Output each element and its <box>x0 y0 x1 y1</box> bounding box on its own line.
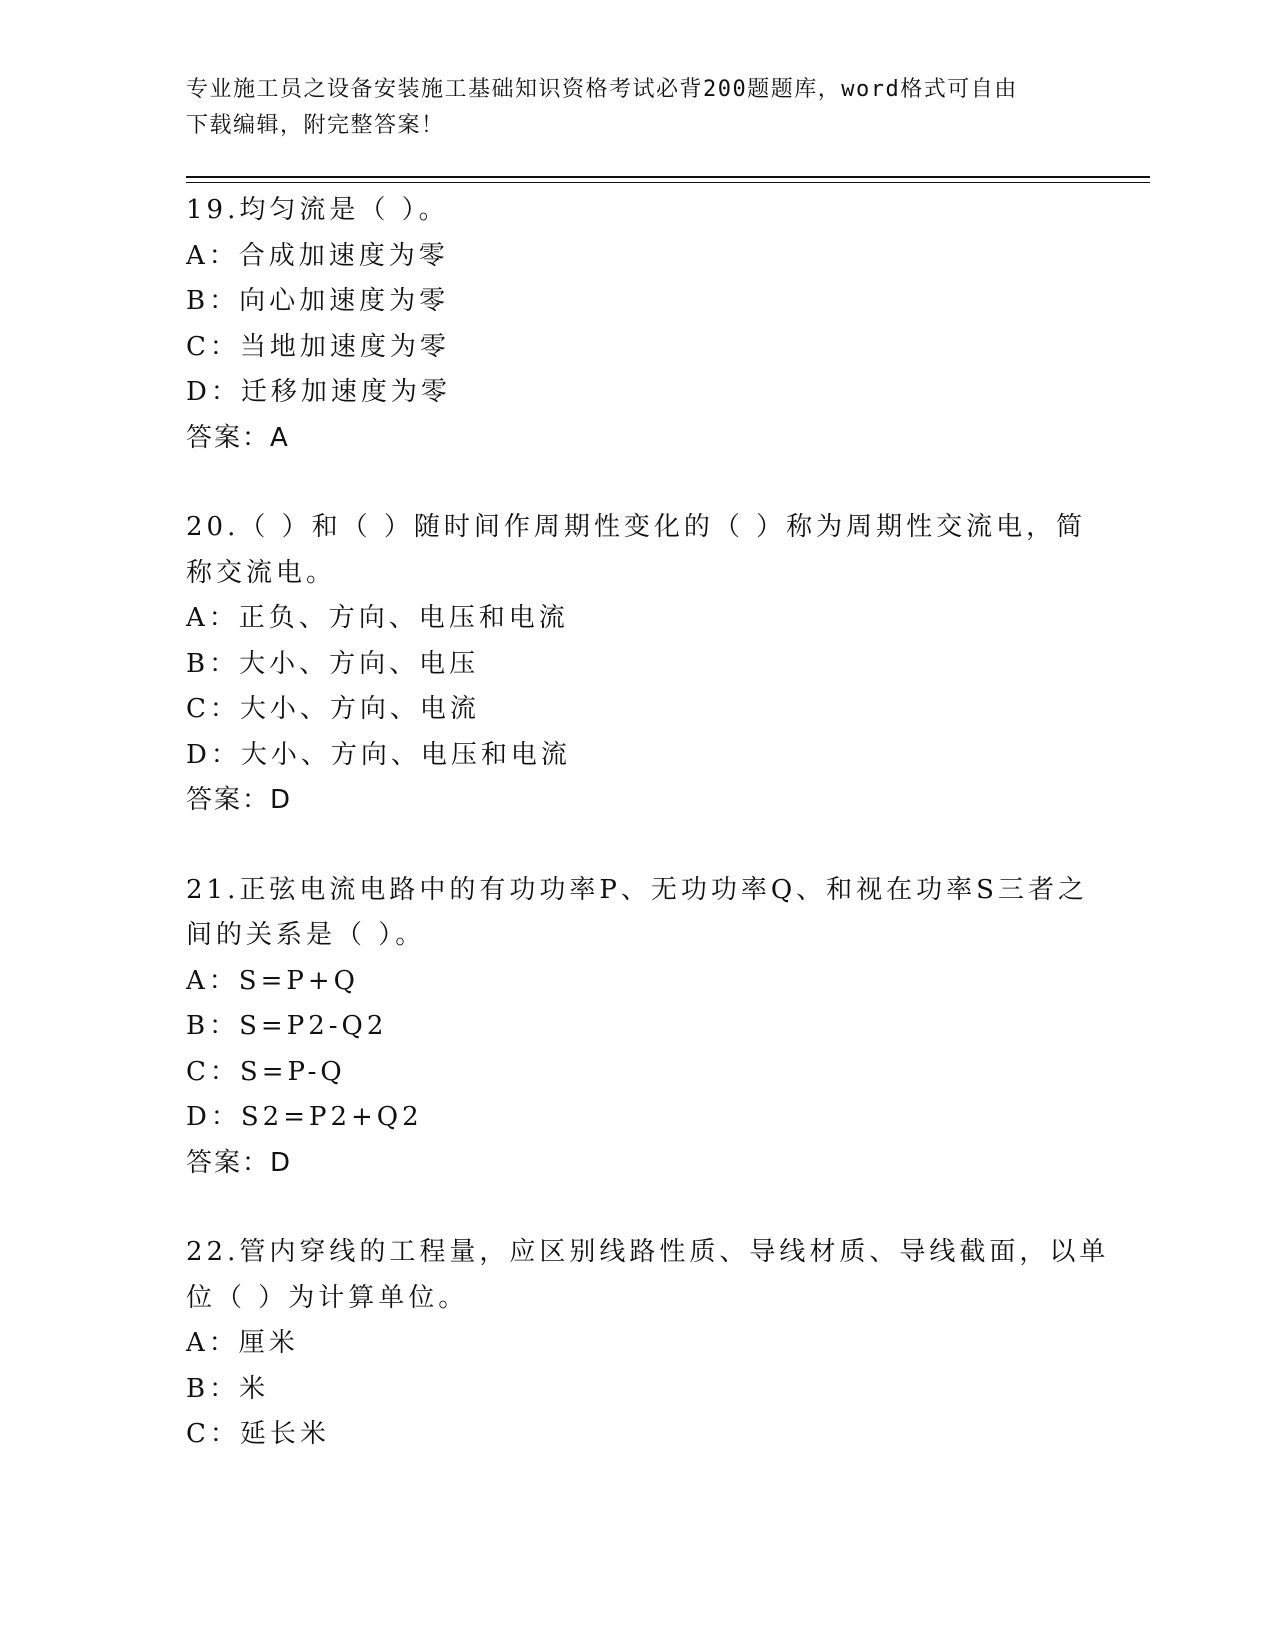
answer-row <box>186 1141 1086 1187</box>
answer-value: A <box>270 422 290 453</box>
question-stem-line-2: 称交流电。 <box>186 557 337 588</box>
option-d: D：S2=P2+Q2 <box>186 1102 423 1132</box>
question-22 <box>186 1230 1110 1458</box>
question-stem-line-1: 22.管内穿线的工程量，应区别线路性质、导线材质、导线截面，以单 <box>186 1237 1110 1267</box>
option-a: A：合成加速度为零 <box>186 240 449 271</box>
header-line-1: 专业施工员之设备安装施工基础知识资格考试必背200题题库，word格式可自由 <box>186 77 1018 102</box>
option-c: C：S=P-Q <box>186 1056 346 1087</box>
question-stem-line-2: 位（ ）为计算单位。 <box>186 1282 469 1313</box>
option-d: D：迁移加速度为零 <box>186 377 451 407</box>
answer-label: 答案： <box>186 785 271 815</box>
option-a: A：厘米 <box>186 1328 299 1358</box>
option-c: C：延长米 <box>186 1419 330 1449</box>
answer-label: 答案： <box>186 422 271 453</box>
option-c: C：大小、方向、电流 <box>186 694 480 724</box>
question-stem-line-1: 21.正弦电流电路中的有功功率P、无功功率Q、和视在功率S三者之 <box>186 874 1088 905</box>
question-stem: 19.均匀流是（ ）。 <box>186 195 449 225</box>
option-a: A：正负、方向、电压和电流 <box>186 603 569 633</box>
document-header <box>186 72 1066 144</box>
option-a: A：S=P+Q <box>186 965 359 996</box>
question-20 <box>186 505 1086 824</box>
question-19 <box>186 188 1086 461</box>
option-c: C：当地加速度为零 <box>186 331 450 362</box>
option-b: B：大小、方向、电压 <box>186 648 480 679</box>
header-divider-thick <box>186 176 1150 178</box>
header-line-2: 下载编辑，附完整答案！ <box>186 113 445 138</box>
answer-value: D <box>270 1147 293 1178</box>
answer-row <box>186 778 1086 824</box>
header-divider-thin <box>186 182 1150 183</box>
question-list <box>186 188 1110 1502</box>
option-d: D：大小、方向、电压和电流 <box>186 739 571 770</box>
question-stem-line-2: 间的关系是（ ）。 <box>186 920 426 950</box>
question-21 <box>186 868 1086 1187</box>
option-b: B：S=P2-Q2 <box>186 1011 388 1041</box>
question-stem-line-1: 20.（ ）和（ ）随时间作周期性变化的（ ）称为周期性交流电，简 <box>186 512 1087 542</box>
answer-value: D <box>270 785 293 815</box>
answer-label: 答案： <box>186 1147 271 1178</box>
option-b: B：向心加速度为零 <box>186 286 450 316</box>
answer-row <box>186 416 1086 462</box>
option-b: B：米 <box>186 1373 270 1404</box>
